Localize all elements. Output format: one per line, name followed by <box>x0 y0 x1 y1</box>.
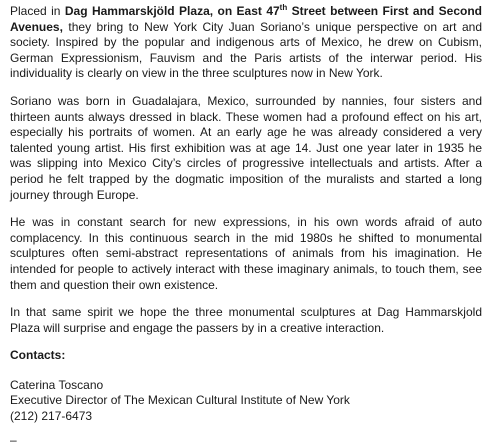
location-street: Street between First and Second Avenues, <box>10 4 482 34</box>
closing-paragraph: In that same spirit we hope the three monumental sculptures at Dag Hammarskjold Plaza will surprise and engage the passers by in a creative interaction. <box>10 305 482 335</box>
sculpture-paragraph: He was in constant search for new expressions, in his own words afraid of auto complacency. In this continuous search in the mid 1980s he shifted to monumental sculptures often semi-abstract representations of animals from his imagination. He intended for people to actively interact with these imaginary animals, to touch them, see them and question their own existence. <box>10 215 482 292</box>
contact-phone: (212) 217-6473 <box>10 409 93 424</box>
contact-name: Caterina Toscano <box>10 377 104 392</box>
document-body <box>10 4 482 448</box>
contact-title: Executive Director of The Mexican Cultural Institute of New York <box>10 393 350 408</box>
contact-block <box>10 378 482 425</box>
end-mark: – <box>10 432 17 447</box>
intro-rest: they bring to New York City Juan Soriano’s unique perspective on art and society. Inspired by the popular and indigenous arts of Mexico, he drew on Cubism, German Expressionism, Fauvism and the Paris artists of the interwar period. His individuality is clearly on view in the three sculptures now in New York. <box>10 19 482 81</box>
intro-paragraph <box>10 4 482 82</box>
location-ordinal: th <box>279 3 288 12</box>
biography-paragraph: Soriano was born in Guadalajara, Mexico, surrounded by nannies, four sisters and thirteen aunts always dressed in black. These women had a profound effect on his art, especially his portraits of women. At an early age he was already considered a very talented young artist. His first exhibition was at age 14. Just one year later in 1935 he was slipping into Mexico City’s circles of progressive intellectuals and artists. After a period he felt trapped by the dogmatic imposition of the muralists and started a long journey through Europe. <box>10 93 482 202</box>
intro-prefix: Placed in <box>10 4 65 18</box>
location-plaza: Dag Hammarskjöld Plaza, on East 47 <box>64 4 280 18</box>
contacts-heading: Contacts: <box>10 348 66 363</box>
